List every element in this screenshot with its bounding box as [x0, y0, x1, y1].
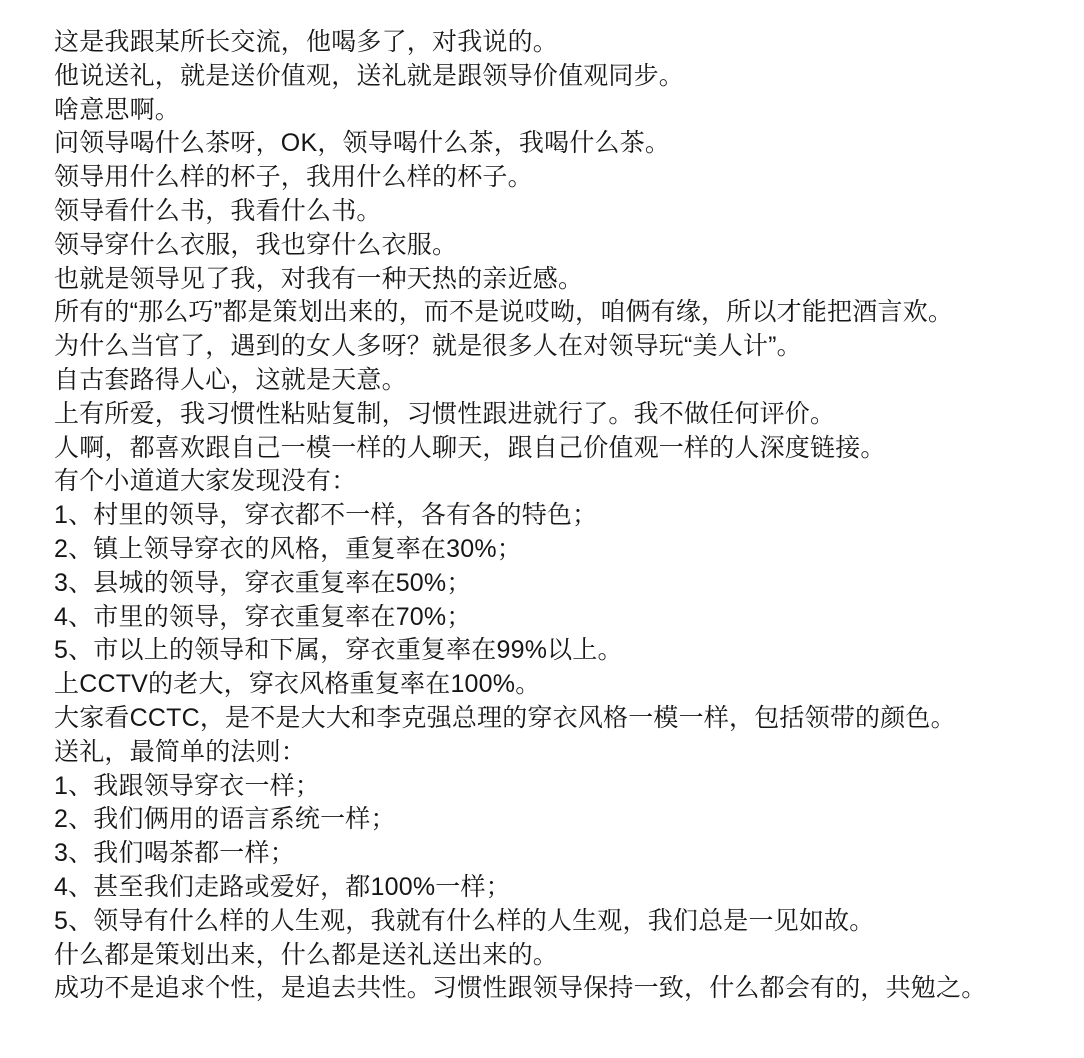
text-line: 上有所爱，我习惯性粘贴复制，习惯性跟进就行了。我不做任何评价。: [54, 399, 836, 428]
text-line: 2、我们俩用的语言系统一样；: [54, 805, 396, 834]
text-line: 5、领导有什么样的人生观，我就有什么样的人生观，我们总是一见如故。: [54, 906, 875, 935]
text-line: 他说送礼，就是送价值观，送礼就是跟领导价值观同步。: [54, 61, 685, 90]
text-line: 领导穿什么衣服，我也穿什么衣服。: [54, 230, 458, 259]
text-line: 上CCTV的老大，穿衣风格重复率在100%。: [54, 670, 541, 699]
text-line: 自古套路得人心，这就是天意。: [54, 365, 407, 394]
text-line: 4、市里的领导，穿衣重复率在70%；: [54, 602, 472, 631]
text-lines: [54, 26, 1056, 1006]
text-line: 领导看什么书，我看什么书。: [54, 196, 382, 225]
text-line: 2、镇上领导穿衣的风格，重复率在30%；: [54, 534, 522, 563]
text-line: 人啊，都喜欢跟自己一模一样的人聊天，跟自己价值观一样的人深度链接。: [54, 433, 886, 462]
text-line: 4、甚至我们走路或爱好，都100%一样；: [54, 872, 511, 901]
text-line: 也就是领导见了我，对我有一种天热的亲近感。: [54, 264, 584, 293]
text-line: 为什么当官了，遇到的女人多呀？就是很多人在对领导玩“美人计”。: [54, 332, 802, 361]
text-line: 所有的“那么巧”都是策划出来的，而不是说哎呦，咱俩有缘，所以才能把酒言欢。: [54, 298, 954, 327]
text-line: 什么都是策划出来，什么都是送礼送出来的。: [54, 940, 559, 969]
text-line: 成功不是追求个性，是追去共性。习惯性跟领导保持一致，什么都会有的，共勉之。: [54, 974, 987, 1003]
text-line: 啥意思啊。: [54, 95, 181, 124]
text-line: 5、市以上的领导和下属，穿衣重复率在99%以上。: [54, 636, 623, 665]
text-line: 领导用什么样的杯子，我用什么样的杯子。: [54, 163, 533, 192]
text-line: 3、县城的领导，穿衣重复率在50%；: [54, 568, 472, 597]
text-line: 1、村里的领导，穿衣都不一样，各有各的特色；: [54, 501, 598, 530]
text-line: 这是我跟某所长交流，他喝多了，对我说的。: [54, 28, 559, 56]
text-line: 有个小道道大家发现没有：: [54, 467, 357, 496]
text-line: 送礼，最简单的法则：: [54, 737, 307, 766]
text-line: 3、我们喝茶都一样；: [54, 839, 295, 868]
text-line: 问领导喝什么茶呀，OK，领导喝什么茶，我喝什么茶。: [54, 129, 671, 158]
text-line: 1、我跟领导穿衣一样；: [54, 771, 321, 800]
text-line: 大家看CCTC，是不是大大和李克强总理的穿衣风格一模一样，包括领带的颜色。: [54, 703, 956, 732]
